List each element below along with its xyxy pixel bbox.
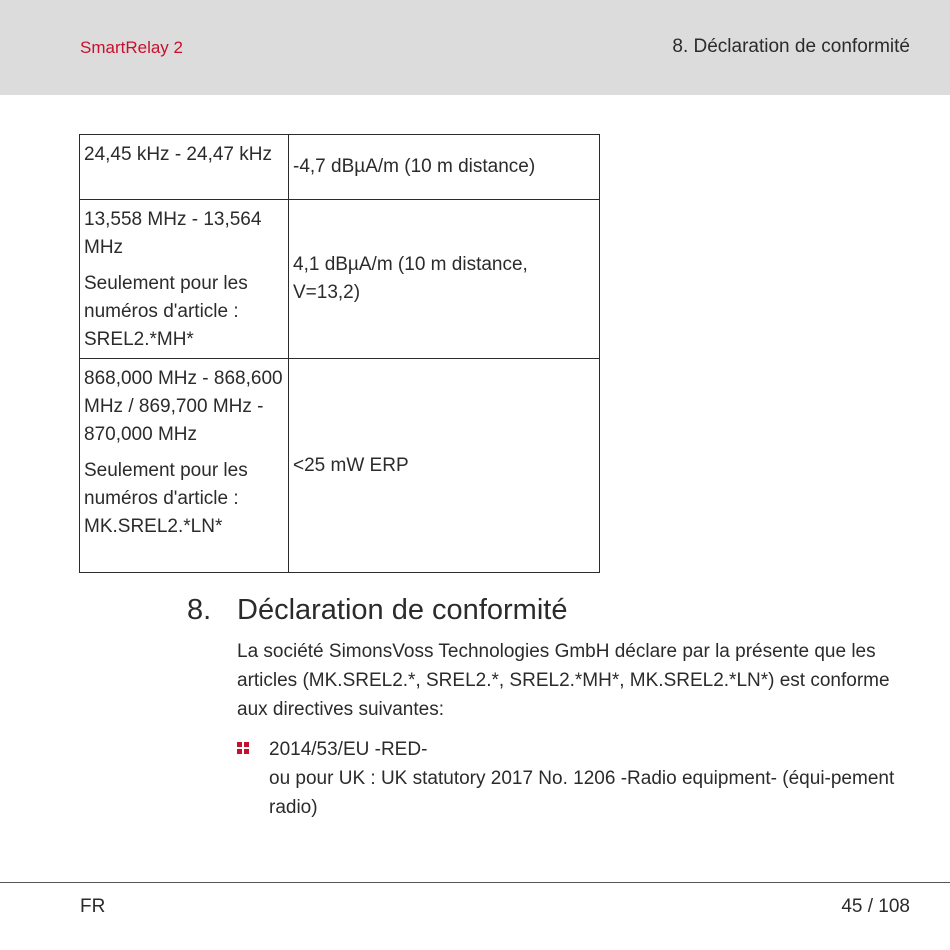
section-number: 8. <box>187 594 212 626</box>
conformity-paragraph: La société SimonsVoss Technologies GmbH déclare par la présente que les articles (MK.SREL2.*, SREL2.*, SREL2.*MH*, MK.SREL2.*LN*) est conforme aux directives suivantes: <box>237 641 890 720</box>
frequency-cell <box>80 135 289 200</box>
article-note: Seulement pour les numéros d'article : SREL2.*MH* <box>84 273 248 350</box>
directive-text <box>269 735 897 822</box>
value-cell: 4,1 dBµA/m (10 m distance, V=13,2) <box>289 200 600 359</box>
frequency-cell <box>80 200 289 359</box>
footer-language: FR <box>80 896 106 917</box>
bullet-squares-icon <box>237 742 250 755</box>
list-item <box>237 735 897 822</box>
value-cell: -4,7 dBµA/m (10 m distance) <box>289 135 600 200</box>
section-title: Déclaration de conformité <box>237 594 568 626</box>
frequency-range: 13,558 MHz - 13,564 MHz <box>84 209 262 258</box>
page-header <box>0 0 950 95</box>
table-row <box>80 200 600 359</box>
frequency-range: 868,000 MHz - 868,600 MHz / 869,700 MHz - 870,000 MHz <box>84 368 283 445</box>
page-number: 45 / 108 <box>841 896 910 917</box>
article-note: Seulement pour les numéros d'article : MK.SREL2.*LN* <box>84 460 248 537</box>
chapter-title: 8. Déclaration de conformité <box>672 36 910 57</box>
table-row <box>80 359 600 573</box>
footer-divider <box>0 882 950 883</box>
value-cell: <25 mW ERP <box>289 359 600 573</box>
directive-line: 2014/53/EU -RED- <box>269 739 428 760</box>
frequency-table <box>79 134 600 573</box>
frequency-cell <box>80 359 289 573</box>
directive-line: ou pour UK : UK statutory 2017 No. 1206 -Radio equipment- (équi-pement radio) <box>269 768 895 818</box>
frequency-range: 24,45 kHz - 24,47 kHz <box>84 144 272 165</box>
table-row <box>80 135 600 200</box>
section-heading <box>187 594 567 627</box>
product-name: SmartRelay 2 <box>80 38 183 57</box>
